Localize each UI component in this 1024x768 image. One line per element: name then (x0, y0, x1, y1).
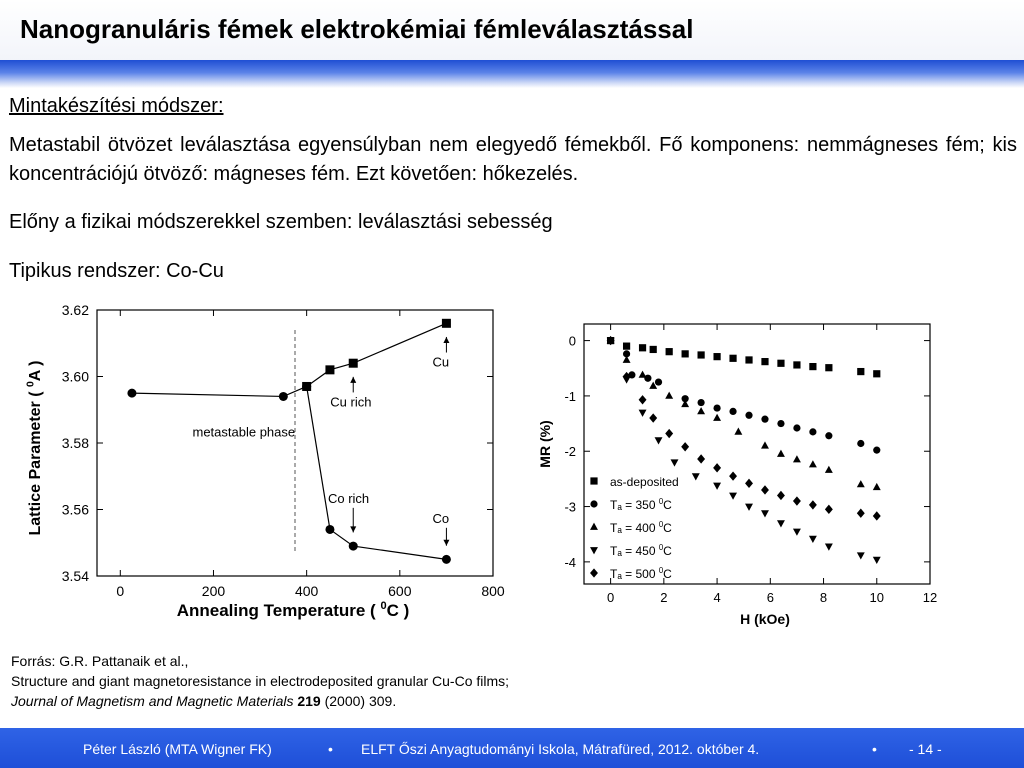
data-point (777, 450, 785, 457)
data-point (713, 483, 721, 490)
y-axis-label: MR (%) (537, 420, 553, 468)
data-point (713, 463, 721, 472)
data-point (650, 346, 657, 353)
source-volume: 219 (297, 693, 321, 709)
legend-label: Tₐ = 500 $^0$C (610, 566, 672, 581)
x-tick-label: 12 (922, 590, 938, 605)
data-point (729, 471, 737, 480)
data-point (639, 395, 647, 404)
data-point (777, 360, 784, 367)
series-line (307, 323, 447, 386)
annotation-label: Cu rich (330, 394, 372, 410)
data-point (639, 371, 647, 378)
title-band (0, 60, 1024, 88)
y-tick-label: 3.60 (61, 368, 89, 385)
data-point (302, 382, 311, 391)
footer-author: Péter László (MTA Wigner FK) (83, 741, 272, 757)
source-journal-line (11, 691, 509, 711)
source-authors: Forrás: G.R. Pattanaik et al., (11, 653, 189, 669)
data-point (873, 370, 880, 377)
x-tick-label: 200 (201, 583, 226, 599)
data-point (793, 529, 801, 536)
x-tick-label: 800 (481, 583, 505, 599)
annotation-arrowhead (350, 377, 356, 383)
data-point (713, 404, 720, 411)
data-point (745, 479, 753, 488)
magnetoresistance-chart (528, 320, 948, 630)
x-tick-label: 2 (660, 590, 668, 605)
data-point (809, 363, 816, 370)
data-point (713, 414, 721, 421)
data-point (665, 392, 673, 399)
data-point (671, 459, 679, 466)
annotation-arrowhead (443, 337, 449, 343)
y-tick-label: 3.58 (61, 435, 89, 451)
data-point (655, 378, 662, 385)
footer-separator: • (872, 741, 877, 757)
data-point (873, 511, 881, 520)
data-point (734, 428, 742, 435)
data-point (809, 500, 817, 509)
data-point (666, 348, 673, 355)
legend-marker (590, 568, 598, 577)
data-point (745, 356, 752, 363)
footer-page-number: - 14 - (909, 741, 942, 757)
data-point (442, 319, 451, 328)
data-point (793, 455, 801, 462)
data-point (623, 343, 630, 350)
data-point (655, 437, 663, 444)
x-axis-label: H (kOe) (740, 611, 790, 627)
x-tick-label: 0 (116, 583, 125, 599)
data-point (809, 536, 817, 543)
data-point (777, 520, 785, 527)
legend-marker (590, 500, 597, 507)
x-tick-label: 4 (713, 590, 721, 605)
data-point (698, 351, 705, 358)
series-line (307, 386, 447, 559)
annotation-arrowhead (443, 540, 449, 546)
x-axis-label: Annealing Temperature ( $^0$C ) (176, 600, 410, 620)
x-tick-label: 8 (819, 590, 828, 605)
slide-title: Nanogranuláris fémek elektrokémiai fémleválasztással (20, 14, 694, 44)
legend-marker (590, 477, 597, 484)
data-point (761, 416, 768, 423)
data-point (729, 408, 736, 415)
y-tick-label: -1 (564, 388, 576, 404)
data-point (809, 460, 817, 467)
data-point (639, 410, 647, 417)
annotation-label: Co (432, 510, 450, 526)
data-point (777, 420, 784, 427)
lattice-parameter-chart (0, 292, 510, 637)
annotation-label: metastable phase (192, 424, 296, 440)
legend-label: Tₐ = 400 $^0$C (610, 520, 672, 535)
x-tick-label: 400 (294, 583, 319, 599)
source-citation (11, 651, 509, 711)
data-point (745, 412, 752, 419)
annotation-label: Co rich (327, 490, 370, 506)
data-point (127, 389, 136, 398)
data-point (745, 504, 753, 511)
paragraph-advantage: Előny a fizikai módszerekkel szemben: leválasztási sebesség (9, 211, 553, 233)
data-point (697, 454, 705, 463)
legend-marker (590, 523, 598, 530)
data-point (857, 509, 865, 518)
data-point (857, 368, 864, 375)
x-tick-label: 6 (766, 590, 774, 605)
data-point (825, 544, 833, 551)
data-point (349, 542, 358, 551)
data-point (777, 491, 785, 500)
data-point (857, 440, 864, 447)
legend-label: Tₐ = 450 $^0$C (610, 543, 672, 558)
data-point (761, 441, 769, 448)
data-point (698, 399, 705, 406)
data-point (793, 361, 800, 368)
data-point (649, 413, 657, 422)
y-tick-label: -3 (564, 499, 576, 515)
data-point (873, 447, 880, 454)
data-point (442, 555, 451, 564)
y-tick-label: -4 (564, 554, 576, 570)
data-point (761, 485, 769, 494)
footer-separator: • (328, 741, 333, 757)
paragraph-system: Tipikus rendszer: Co-Cu (9, 260, 224, 282)
data-point (857, 552, 865, 559)
data-point (729, 355, 736, 362)
data-point (682, 350, 689, 357)
source-article-title: Structure and giant magnetoresistance in electrodeposited granular Cu-Co films; (11, 673, 510, 689)
y-tick-label: 3.62 (61, 302, 89, 318)
data-point (873, 557, 881, 564)
data-point (639, 344, 646, 351)
section-heading: Mintakészítési módszer: (9, 95, 224, 117)
data-point (729, 493, 737, 500)
data-point (825, 505, 833, 514)
data-point (825, 364, 832, 371)
x-tick-label: 0 (606, 590, 615, 605)
data-point (325, 365, 334, 374)
data-point (325, 525, 334, 534)
source-pages: (2000) 309. (324, 693, 397, 709)
data-point (697, 407, 705, 414)
annotation-arrowhead (350, 526, 356, 532)
legend-label: Tₐ = 350 $^0$C (610, 497, 672, 512)
source-journal: Journal of Magnetism and Magnetic Materials (11, 693, 294, 709)
legend-marker (590, 547, 598, 554)
y-tick-label: 0 (568, 333, 576, 349)
footer-event: ELFT Őszi Anyagtudományi Iskola, Mátrafüred, 2012. október 4. (361, 741, 760, 757)
title-bar (0, 0, 1024, 62)
data-point (873, 483, 881, 490)
data-point (793, 496, 801, 505)
x-tick-label: 600 (388, 583, 412, 599)
data-point (349, 359, 358, 368)
y-tick-label: -2 (564, 444, 576, 460)
data-point (761, 510, 769, 517)
data-point (825, 432, 832, 439)
y-tick-label: 3.54 (61, 568, 89, 584)
annotation-label: Cu (432, 354, 450, 370)
data-point (665, 429, 673, 438)
legend-label: as-deposited (610, 475, 679, 489)
footer (0, 728, 1024, 768)
data-point (825, 466, 833, 473)
data-point (809, 428, 816, 435)
data-point (279, 392, 288, 401)
data-point (681, 442, 689, 451)
data-point (793, 424, 800, 431)
data-point (761, 358, 768, 365)
data-point (692, 473, 700, 480)
data-point (857, 480, 865, 487)
y-tick-label: 3.56 (61, 501, 89, 518)
x-tick-label: 10 (869, 590, 885, 605)
y-axis-label: Lattice Parameter ( $^0$A ) (25, 360, 44, 536)
data-point (623, 356, 631, 363)
paragraph-method: Metastabil ötvözet leválasztása egyensúlyban nem elegyedő fémekből. Fő komponens: nemmágneses fém; kis koncentrációjú ötvöző: mágneses fém. Ezt követően: hőkezelés. (9, 134, 1017, 185)
data-point (713, 353, 720, 360)
